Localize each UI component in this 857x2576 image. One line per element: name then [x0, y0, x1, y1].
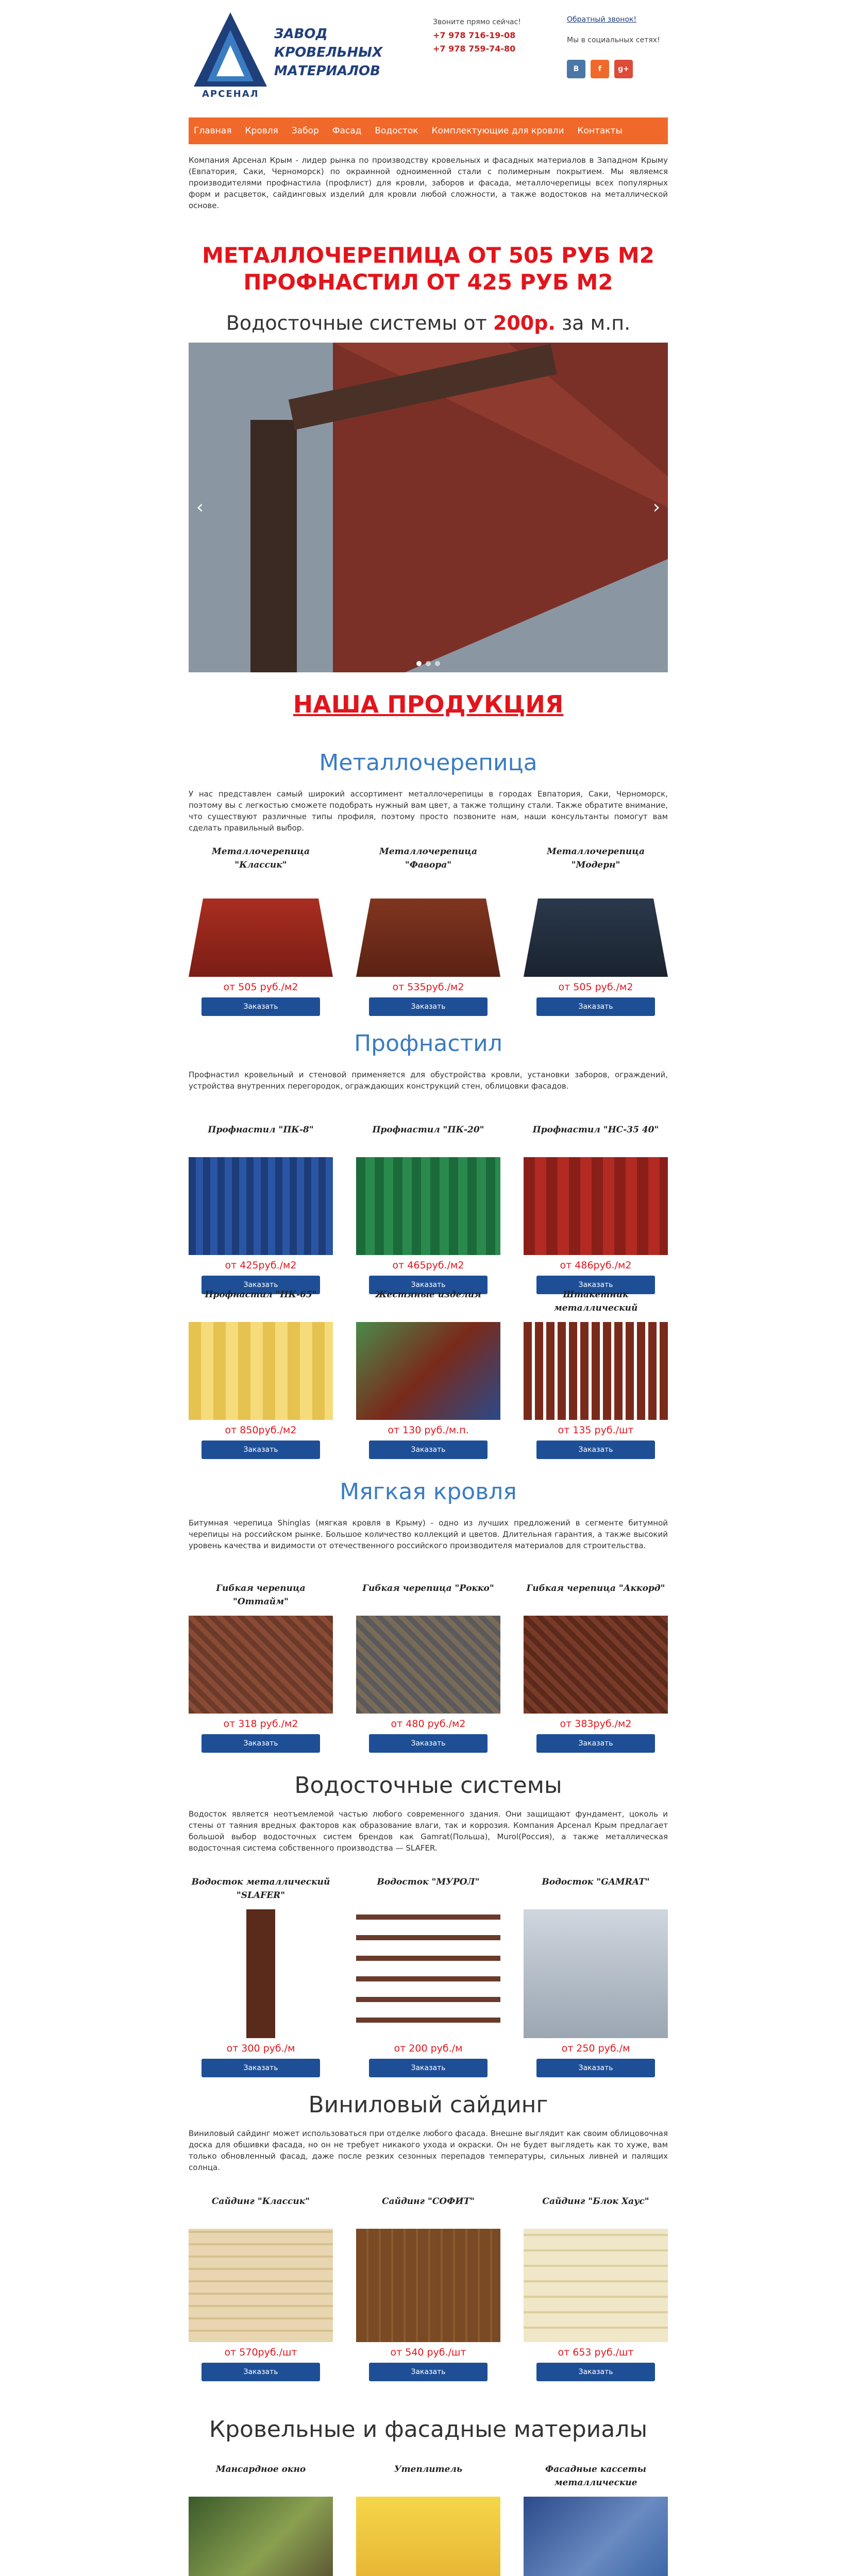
product-price: от 486руб./м2 — [560, 1260, 632, 1271]
product-card — [356, 1288, 500, 1459]
product-price: от 318 руб./м2 — [223, 1718, 298, 1730]
nav-item-roofing[interactable]: Кровля — [245, 126, 278, 136]
product-name: Фасадные кассеты металлические — [545, 2464, 647, 2488]
order-button[interactable]: Заказать — [369, 2363, 488, 2381]
product-card — [356, 1123, 500, 1294]
product-price: от 135 руб./шт — [558, 1425, 634, 1436]
nav-item-gutter[interactable]: Водосток — [375, 126, 418, 136]
product-card — [356, 2195, 500, 2381]
order-button[interactable]: Заказать — [201, 2363, 320, 2381]
order-button[interactable]: Заказать — [201, 2059, 320, 2077]
product-name: Штакетник металлический — [553, 1290, 638, 1313]
intro-text: Компания Арсенал Крым - лидер рынка по производству кровельных и фасадных материалов в Западном Крыму (Евпатория, Саки, Черноморск) по окраинной одноименной стали с полимерным покрытием. Мы являемся производителями профнастила (профлист) для кровли, заборов и фасада, металлочерепицы всех популярных форм и расцветок, сайдинговых изделий для кровли любой сложности, а также водостоков на металлической основе. — [189, 156, 668, 210]
product-grid-gutters — [189, 1875, 668, 2077]
product-image — [189, 1616, 333, 1714]
product-image — [356, 1322, 500, 1420]
product-card — [524, 1288, 668, 1459]
social-label: Мы в социальных сетях! — [567, 36, 660, 44]
product-name: Металлочерепица "Классик" — [212, 846, 310, 870]
product-image — [524, 879, 668, 977]
hero-slider[interactable] — [189, 343, 668, 672]
phone-2[interactable]: +7 978 759-74-80 — [433, 44, 516, 54]
order-button[interactable]: Заказать — [536, 2363, 655, 2381]
product-grid-profnastil-row1 — [189, 1123, 668, 1294]
product-card — [189, 2195, 333, 2381]
nav-item-accessories[interactable]: Комплектующие для кровли — [431, 126, 564, 136]
product-price: от 300 руб./м — [226, 2043, 295, 2054]
product-image — [189, 2229, 333, 2342]
logo-caption: АРСЕНАЛ — [202, 89, 259, 99]
product-price: от 250 руб./м — [561, 2043, 630, 2054]
order-button[interactable]: Заказать — [369, 1734, 488, 1753]
product-image — [524, 1157, 668, 1255]
product-price: от 505 руб./м2 — [223, 981, 298, 993]
product-name: Металлочерепица "Фавора" — [379, 846, 477, 870]
product-image — [524, 1322, 668, 1420]
product-grid-roofing-facade-row1 — [189, 2463, 668, 2576]
nav-item-contacts[interactable]: Контакты — [577, 126, 623, 136]
product-name: Металлочерепица "Модерн" — [547, 846, 645, 870]
product-image — [524, 1616, 668, 1714]
product-name: Сайдинг "Классик" — [211, 2196, 310, 2207]
product-card — [356, 2463, 500, 2576]
section-title-metal-tile: Металлочерепица — [319, 750, 537, 776]
product-image — [524, 2497, 668, 2576]
product-name: Сайдинг "Блок Хаус" — [542, 2196, 649, 2207]
order-button[interactable]: Заказать — [536, 1276, 655, 1294]
order-button[interactable]: Заказать — [201, 1734, 320, 1753]
slider-dot[interactable] — [416, 661, 422, 666]
product-card — [524, 1123, 668, 1294]
product-image — [356, 1157, 500, 1255]
logo-title: ЗАВОД КРОВЕЛЬНЫХ МАТЕРИАЛОВ — [274, 26, 383, 79]
callback-link[interactable]: Обратный звонок! — [567, 15, 637, 24]
logo-icon — [192, 9, 269, 102]
product-grid-metal-tile — [189, 845, 668, 1016]
product-name: Сайдинг "СОФИТ" — [382, 2196, 475, 2207]
product-image — [189, 1322, 333, 1420]
product-name: Водосток "МУРОЛ" — [377, 1877, 480, 1887]
product-name: Мансардное окно — [215, 2464, 306, 2475]
product-card — [356, 1875, 500, 2077]
product-price: от 480 руб./м2 — [391, 1718, 466, 1730]
section-title-siding: Виниловый сайдинг — [308, 2092, 548, 2118]
phone-1[interactable]: +7 978 716-19-08 — [433, 30, 516, 40]
product-price: от 130 руб./м.п. — [388, 1425, 469, 1436]
product-price: от 540 руб./шт — [390, 2347, 466, 2358]
product-card — [524, 2463, 668, 2576]
product-card — [189, 2463, 333, 2576]
product-image — [524, 2229, 668, 2342]
product-name: Гибкая черепица "Аккорд" — [526, 1583, 665, 1594]
product-card — [524, 845, 668, 1016]
product-grid-soft-roof — [189, 1582, 668, 1753]
product-image — [356, 1909, 500, 2038]
facebook-icon[interactable]: f — [591, 60, 609, 78]
product-price: от 535руб./м2 — [392, 981, 464, 993]
product-name: Гибкая черепица "Оттайм" — [216, 1583, 306, 1607]
product-card — [524, 2195, 668, 2381]
product-image — [189, 2497, 333, 2576]
promo-line-2: ПРОФНАСТИЛ ОТ 425 РУБ М2 — [243, 269, 613, 295]
product-card — [356, 1582, 500, 1753]
product-name: Жестяные изделия — [375, 1290, 481, 1300]
social-links — [567, 60, 668, 78]
order-button[interactable]: Заказать — [536, 1440, 655, 1459]
section-text-metal-tile: У нас представлен самый широкий ассортимент металлочерепицы в городах Евпатория, Саки, Черноморск, поэтому вы с легкостью сможете подобрать нужный вам цвет, а также толщину стали. Также обратите внимание, что существуют различные типы профиля, поэтому просто позвоните нам, наши консультанты помогут вам сделать правильный выбор. — [189, 789, 668, 833]
vk-icon[interactable]: В — [567, 60, 585, 78]
our-products-title: НАША ПРОДУКЦИЯ — [293, 690, 564, 718]
order-button[interactable]: Заказать — [369, 1440, 488, 1459]
main-nav — [189, 117, 668, 144]
section-text-siding: Виниловый сайдинг может использоваться при отделке любого фасада. Внешне выглядит как своим облицовочная доска для обшивки фасада, но он не требует никакого ухода и окраски. Он не будет выглядеть как то хуже, вам только обновленный фасад, даже после резких сезонных перепадов температуры, сильных ливней и палящих солнца. — [189, 2129, 668, 2172]
order-button[interactable]: Заказать — [369, 1276, 488, 1294]
section-text-gutters: Водосток является неотъемлемой частью любого современного здания. Они защищают фундамент, цоколь и стены от таяния вредных факторов как образование влаги, так и коррозия. Компания Арсенал Крым предлагает большой выбор водосточных систем брендов как Gamrat(Польша), Murol(Россия), а также металлическая водосточная система собственного производства — SLAFER. — [189, 1809, 668, 1853]
product-price: от 200 руб./м — [394, 2043, 463, 2054]
product-price: от 465руб./м2 — [392, 1260, 464, 1271]
product-grid-profnastil-row2 — [189, 1288, 668, 1459]
product-price: от 425руб./м2 — [225, 1260, 297, 1271]
product-card — [356, 845, 500, 1016]
product-image — [356, 879, 500, 977]
slider-dot[interactable] — [435, 661, 440, 666]
nav-item-facade[interactable]: Фасад — [332, 126, 362, 136]
slider-title-suffix: за м.п. — [561, 312, 631, 334]
product-name: Утеплитель — [394, 2464, 463, 2475]
order-button[interactable]: Заказать — [369, 2059, 488, 2077]
product-card — [189, 1582, 333, 1753]
product-card — [189, 1123, 333, 1294]
phone-label: Звоните прямо сейчас! — [433, 18, 521, 26]
order-button[interactable]: Заказать — [201, 997, 320, 1016]
product-name: Профнастил "ПК-65" — [205, 1290, 317, 1300]
slider-title-price: 200р. — [493, 312, 556, 334]
product-card — [524, 1582, 668, 1753]
product-image — [356, 2229, 500, 2342]
order-button[interactable]: Заказать — [369, 997, 488, 1016]
product-image — [189, 1157, 333, 1255]
product-name: Профнастил "ПК-20" — [372, 1125, 484, 1135]
order-button[interactable]: Заказать — [201, 1276, 320, 1294]
product-price: от 850руб./м2 — [225, 1425, 297, 1436]
slider-dot[interactable] — [426, 661, 431, 666]
order-button[interactable]: Заказать — [201, 1440, 320, 1459]
product-price: от 383руб./м2 — [560, 1718, 632, 1730]
product-name: Гибкая черепица "Рокко" — [362, 1583, 494, 1594]
promo-block — [189, 242, 668, 296]
promo-line-1: МЕТАЛЛОЧЕРЕПИЦА ОТ 505 РУБ М2 — [202, 243, 654, 268]
slider-next-icon[interactable]: › — [652, 497, 661, 518]
product-image — [356, 1616, 500, 1714]
header-contacts — [433, 15, 546, 56]
product-name: Профнастил "НС-35 40" — [532, 1125, 659, 1135]
product-grid-siding — [189, 2195, 668, 2381]
header-right — [567, 15, 668, 78]
order-button[interactable]: Заказать — [536, 997, 655, 1016]
product-name: Профнастил "ПК-8" — [208, 1125, 314, 1135]
product-image — [356, 2497, 500, 2576]
section-title-roofing-facade: Кровельные и фасадные материалы — [209, 2416, 648, 2443]
slider-image — [189, 343, 668, 672]
section-title-profnastil: Профнастил — [354, 1030, 502, 1057]
site-logo[interactable] — [192, 9, 388, 102]
product-image — [524, 1909, 668, 2038]
product-card — [189, 1875, 333, 2077]
product-card — [189, 1288, 333, 1459]
order-button[interactable]: Заказать — [536, 2059, 655, 2077]
product-card — [524, 1875, 668, 2077]
product-image — [189, 1909, 333, 2038]
product-name: Водосток "GAMRAT" — [542, 1877, 650, 1887]
product-image — [189, 879, 333, 977]
slider-prev-icon[interactable]: ‹ — [196, 497, 204, 518]
slider-dots — [189, 661, 668, 666]
section-text-profnastil: Профнастил кровельный и стеновой применяется для обустройства кровли, установки заборов, ограждений, устройства внутренних перегородок, ограждающих конструкций стен, облицовки фасадов. — [189, 1070, 668, 1091]
slider-title — [189, 312, 668, 334]
product-name: Водосток металлический "SLAFER" — [191, 1877, 330, 1901]
product-price: от 505 руб./м2 — [558, 981, 633, 993]
section-title-gutters: Водосточные системы — [294, 1772, 562, 1799]
google-plus-icon[interactable]: g+ — [614, 60, 633, 78]
section-text-soft-roof: Битумная черепица Shinglas (мягкая кровля в Крыму) - одно из лучших предложений в сегменте битумной черепицы на российском рынке. Большое количество коллекций и цветов. Длительная гарантия, а также высокий уровень качества и видимости от отечественного российского производителя материалов для строительства. — [189, 1518, 668, 1550]
product-card — [189, 845, 333, 1016]
product-price: от 570руб./шт — [224, 2347, 297, 2358]
nav-item-home[interactable]: Главная — [194, 126, 232, 136]
slider-title-prefix: Водосточные системы от — [226, 312, 487, 334]
section-title-soft-roof: Мягкая кровля — [340, 1479, 517, 1505]
order-button[interactable]: Заказать — [536, 1734, 655, 1753]
product-price: от 653 руб./шт — [558, 2347, 634, 2358]
nav-item-fence[interactable]: Забор — [291, 126, 319, 136]
